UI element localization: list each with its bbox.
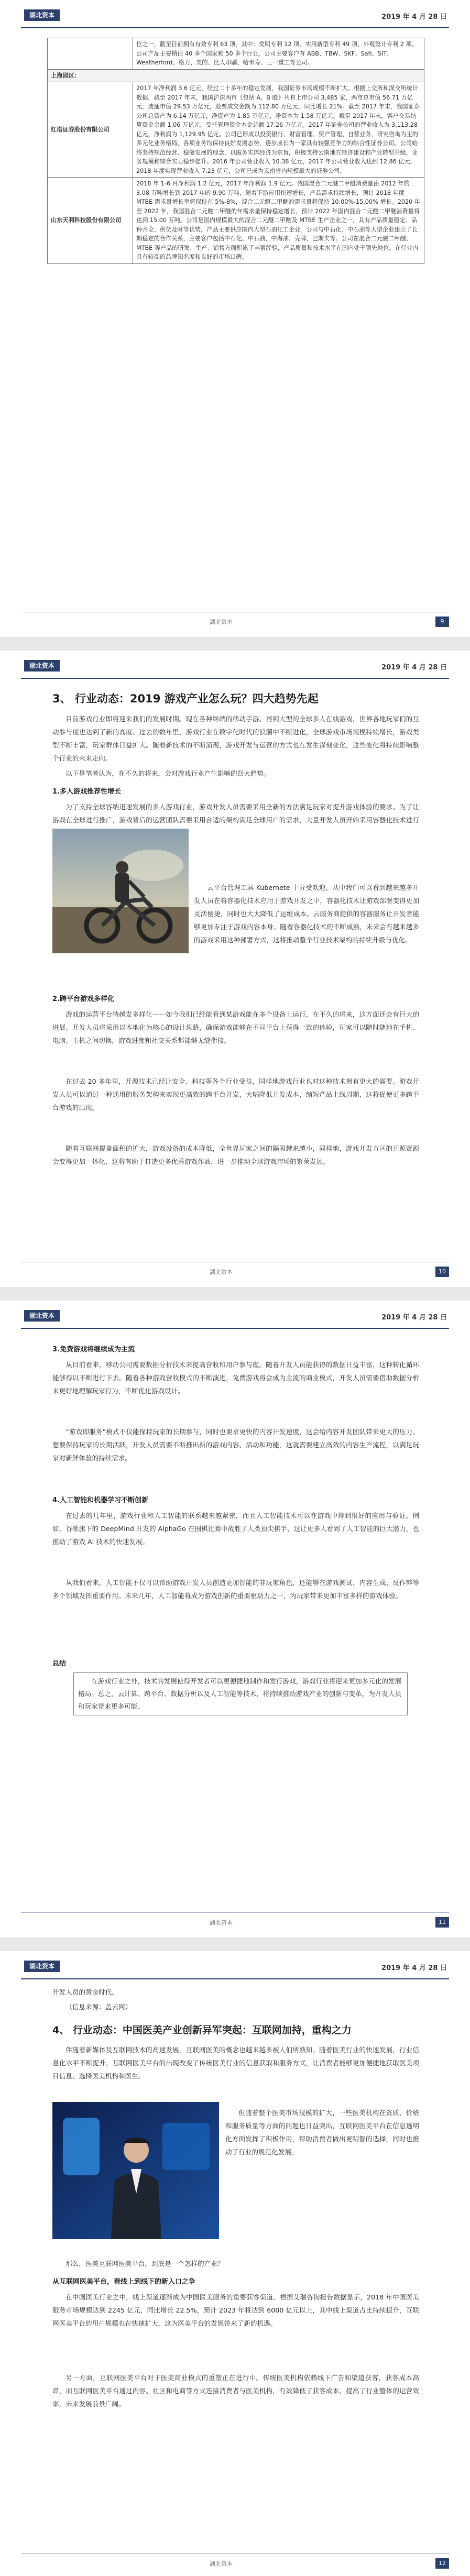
sub-heading: 从互联网医美平台，看线上到线下的新入口之争 [52,2278,196,2286]
sub-heading: 总结 [52,1660,67,1668]
sub-heading: 3.免费游戏将继续成为主流 [52,1346,135,1353]
sub-heading: 1.多人游戏推荐性增长 [52,788,121,796]
speaker-stage-image [52,2102,219,2239]
page-12 [0,1951,470,2576]
sub-heading: 2.跨平台游戏多样化 [52,995,114,1003]
section-title: 3、 行业动态：2019 游戏产业怎么玩？四大趋势先起 [52,692,319,705]
page-11 [0,1301,470,1937]
page-number: 12 [435,2558,449,2569]
paragraph: 从我们看来，人工智能不仅可以帮助游戏开发人员创造更加智能的非玩家角色，还能够在游戏测试、内容生成、反作弊等多个领域发挥重要作用。未来几年，人工智能将成为游戏创新的重要驱动力之一，为玩家带来更加丰富多样的游戏体验。 [52,1579,419,1600]
page-footer [21,1262,449,1281]
paragraph: 目前游戏行业即将迎来我们的发展时期。现在各种终端的移动手游、再到大型的全球多人在线游戏，世界各地玩家们的互动参与度也达到了新的高度。过去的数年里，游戏行业在数字化时代的浪潮中不断进化，全球游戏市场规模持续增长，游戏类型不断丰富，玩家群体日益扩大。随着新技术的不断涌现，游戏开发与运营的方式也在发生深刻变化，这些变化将持续影响整个行业的未来走向。 [52,715,419,762]
table-row [48,69,424,82]
paragraph: 云平台管理工具 Kubernete 十分受欢迎，从中我们可以看到越来越多开发人员在将容器化技术应用于游戏开发之中，容器化技术让游戏部署变得更加灵活便捷，同时也大大降低了运维成本。云服务商提供的容器服务让开发者能够更加专注于游戏内容本身。随着容器化技术的不断成熟，未来会有越来越多的游戏采用这种部署方式，这将推动整个行业技术架构的持续升级与优化。 [194,884,419,944]
table-row [48,82,424,178]
paragraph: 在过去 20 多年里，开源技术已经让安全、科技等各个行业受益，同样地游戏行业也对这种技术拥有更大的需要。游戏开发人员可以通过一种通用的服务架构来实现更高效的跨平台开发，大幅降低开发成本，缩短产品上线周期，这将促使更多跨平台游戏的出现。 [52,1077,419,1111]
page-header [21,1305,449,1329]
header-date: 2019 年 4 月 28 日 [381,1964,447,1972]
game-motorcycle-image [52,829,189,953]
paragraph: 另一方面，互联网医美平台对于医美商业模式的重塑正在进行中。传统医美机构依赖线下广告和渠道获客，获客成本高昂，而互联网医美平台通过内容、社区和电商等方式连接消费者与医美机构，有效降低了获客成本，提高了行业整体的运营效率，未来发展前景广阔。 [52,2374,419,2408]
header-logo: 湖北资本 [24,1310,60,1322]
company-desc-cell: 2017 年净利润 3.6 亿元，经过二十多年的稳定发展，我国证券市场规模不断扩大。根据上交所和深交所统计数据，截至 2017 年末，我国沪深两市《包括 A、B 股》共有上市公司 3,485 家，两市总市值 56.71 万亿元，流通市值 29.53 万亿元，股票成交金额为 112.80 万亿元，同比增长 21%。截至 2017 年末，我国证券公司总资产为 6.14 万亿元，净资产为 1.85 万亿元，净资本为 1.58 万亿元。截至 2017 年末，客户交易结算资金余额 1.06 万亿元，受托管理资金本金总额 17.26 万亿元。2017 年证券公司的营业收入为 3,113.28 亿元，净利润为 1,129.95 亿元。公司已形成以投资银行、财富管理、资产管理、自营业务、研究咨询为主的多元化业务格局，各项业务均保持良好发展态势，逐步成长为一家具有较强竞争力的综合性证券公司。公司始终坚持规范经营、稳健发展的理念，以服务实体经济为宗旨，积极支持云南地方经济建设和产业转型升级，业务规模和综合实力稳步提升。2016 年公司营业收入 10.38 亿元，2017 年公司营业收入达到 12.86 亿元，2018 年度实现营业收入 7.23 亿元，公司已成为云南省内规模最大的证券公司。 [133,82,424,178]
summary-box: 在游戏行业之外，技术的发展使得开发者可以更便捷地制作和发行游戏，游戏行业将迎来更加多元化的发展格局。总之，云计算、跨平台、数据分析以及人工智能等技术，将持续推动游戏产业的创新与变革，为开发人员和玩家带来更多可能。 [73,1672,408,1715]
page-header [21,4,449,28]
page-gap [0,637,470,651]
paragraph: 在过去的几年里，游戏行业和人工智能的联系越来越紧密，而且人工智能技术可以在游戏中得到很好的应用与验证。例如，谷歌旗下的 DeepMind 开发的 AlphaGo 在围棋比赛中战胜了人类顶尖棋手，这让更多人看到了人工智能的巨大潜力，也推动了游戏 AI 技术的快速发展。 [52,1512,419,1546]
speaker-illustration [52,2102,219,2239]
page-gap [0,1937,470,1951]
page-9 [0,0,470,637]
company-table [47,38,424,264]
company-name-cell: 红塔证券股份有限公司 [48,82,133,178]
page-number: 10 [435,1267,449,1277]
paragraph: 但随着整个医美市场规模的扩大，一些医美机构在资质、价格和服务质量等方面的问题也日益突出，互联网医美平台在信息透明化方面发挥了积极作用，帮助消费者做出更明智的选择，同时也推动了行业的规范化发展。 [225,2109,419,2156]
paragraph: “游戏即服务”模式不仅能保持玩家的长期参与，同时也要求更快的内容开发速度，这会给内容开发团队带来更大的压力。想要保持玩家的长期活跃，开发人员需要不断推出新的游戏内容、活动和功能，这就需要建立高效的内容生产流程，以满足玩家对新鲜体验的持续需求。 [52,1428,419,1462]
header-date: 2019 年 4 月 28 日 [381,1314,447,1322]
header-logo: 湖北资本 [24,660,60,671]
section-title: 4、 行业动态：中国医美产业创新异军突起：互联网加持，重构之力 [52,2024,352,2036]
region-label: 上海园区： [48,69,424,82]
footer-name: 湖北资本 [210,619,233,625]
header-logo: 湖北资本 [24,9,60,21]
header-date: 2019 年 4 月 28 日 [381,664,447,671]
source-note: （信息来源：盖云网） [65,2003,132,2011]
paragraph: 那么，医美互联网医美平台，到底是一个怎样的产业？ [65,2260,224,2267]
paragraph: 在中国医美行业之中，线上渠道逐渐成为中国医美服务的重要获客渠道。根据艾瑞咨询报告数据显示，2018 年中国医美服务市场规模达到 2245 亿元，同比增长 22.5%，预计 2023 年将达到 6000 亿元以上，其中线上渠道占比持续提升，互联网医美平台的用户规模也在快速扩大，这为医美平台的发展带来了新的机遇。 [52,2293,419,2327]
table-row [48,178,424,264]
footer-name: 湖北资本 [210,2560,233,2567]
footer-name: 湖北资本 [210,1919,233,1926]
page-number: 11 [435,1917,449,1928]
header-date: 2019 年 4 月 28 日 [381,13,447,21]
paragraph: 以下是笔者认为，在不久的将来，会对游戏行业产生影响的四大趋势。 [65,769,270,777]
company-desc-cell: 位之一，截至目前拥有有效专利 63 项，其中：发明专利 12 项、实用新型专利 49 项、外观设计专利 2 项。公司产品主要销往 40 多个国家和 50 多个行业，公司主要客户有 ABB、TBW、SKF、Safi、SIT、Weatherford、格力、美的、比人印刷、哈米寿、三一重工等公司。 [133,38,424,70]
page-gap [0,1287,470,1301]
sub-heading: 4.人工智能和机器学习不断创新 [52,1496,148,1504]
page-footer [21,612,449,631]
company-name-cell: 山东天利科技股份有限公司 [48,178,133,264]
paragraph: 伴随着新媒体及互联网技术的高速发展，互联网医美的概念也越来越多被人们所熟知。随着医美行业的快速发展，行业信息化水平不断提升，互联网医美平台的出现改变了传统医美行业的信息获取和服务方式，让消费者能够更加便捷地获取医美项目信息、选择医美机构和医生。 [52,2046,419,2080]
company-name-cell [48,38,133,70]
page-10 [0,651,470,1287]
page-header [21,655,449,679]
page-footer [21,1912,449,1932]
paragraph: 随着互联网覆盖面积的扩大，游戏设备的成本降低，全世界玩家之间的隔阂越来越小，同样地，游戏开发方区的开源资源会变得更加一体化，这将有助于打造更多优秀游戏作品，进一步推动全球游戏市场的繁荣发展。 [52,1144,419,1165]
page-number: 9 [435,617,449,627]
page-footer [21,2553,449,2573]
page-header [21,1955,449,1979]
footer-name: 湖北资本 [210,1269,233,1275]
table-row [48,38,424,70]
motorcycle-illustration [52,829,189,953]
company-desc-cell: 2018 年 1-6 月净利润 1.2 亿元，2017 年净利润 1.9 亿元。我国混合二元醚二甲醚消费量由 2012 年的 3.08 万吨增长到 2017 年的 9.90 万吨，随着下游应用快速增长，产品需求持续增长，预计 2018 年度 MTBE 需求量增长率将保持在 5%-8%，混合二元醚二甲醚的需求量将保持 10.00%-15.00% 增长。2020 年至 2022 年，我国混合二元醚二甲醚的年需求量保持稳定增长，预计 2022 年国内混合二元醚二甲醚消费量将达到 15.00 万吨。公司是国内规模最大的混合二元醚二甲醚及 MTBE 生产企业之一，具有产品质量稳定、品种齐全、供货及时等优势，产品主要供应国内大型石油化工企业。公司与中石化、中石油等大型企业建立了长期稳定的合作关系，主要客户包括中石化、中石油、中海油、壳牌、巴斯夫等。公司在混合二元醚二甲醚、MTBE 等产品的研发、生产、销售方面积累了丰富经验，产品质量和技术水平在国内处于领先地位，在行业内具有较高的品牌知名度和良好的市场口碑。 [133,178,424,264]
header-logo: 湖北资本 [24,1961,60,1972]
paragraph: 游戏的运营平台特越发多样化——如今我们已经能看到某游戏能在多个设备上运行，在不久的将来，这方面还会有巨大的进展。开发人员将采用以本地化为核心的设计思路，确保游戏能够在不同平台上获得一致的体验，玩家可以随时随地在手机、电脑、主机之间切换，游戏进度和社交关系都能够无缝衔接。 [52,1010,419,1044]
paragraph: 为了支持全球容纳迅速发展的多人游戏行业，游戏开发人员需要采用全新的方法满足玩家对提升游戏体验的要求。为了让游戏在全球进行推广，游戏背后的运营团队需要采用合适的架构满足全球用户的需求，大量开发人员开始采用容器化技术进行 [52,803,419,824]
paragraph: 开发人员的黄金时代。 [52,1988,118,1996]
paragraph: 从目前看来，移动公司需要数据分析技术来提高营收和用户参与度。随着开发人员能获得的数据日益丰富，这种转化循环能够得以不断进行下去。随着各种游戏营收模式的不断演进，免费游戏将会成为主流的商业模式，开发人员需要借助数据分析来更好地理解玩家行为，不断优化游戏设计。 [52,1361,419,1395]
